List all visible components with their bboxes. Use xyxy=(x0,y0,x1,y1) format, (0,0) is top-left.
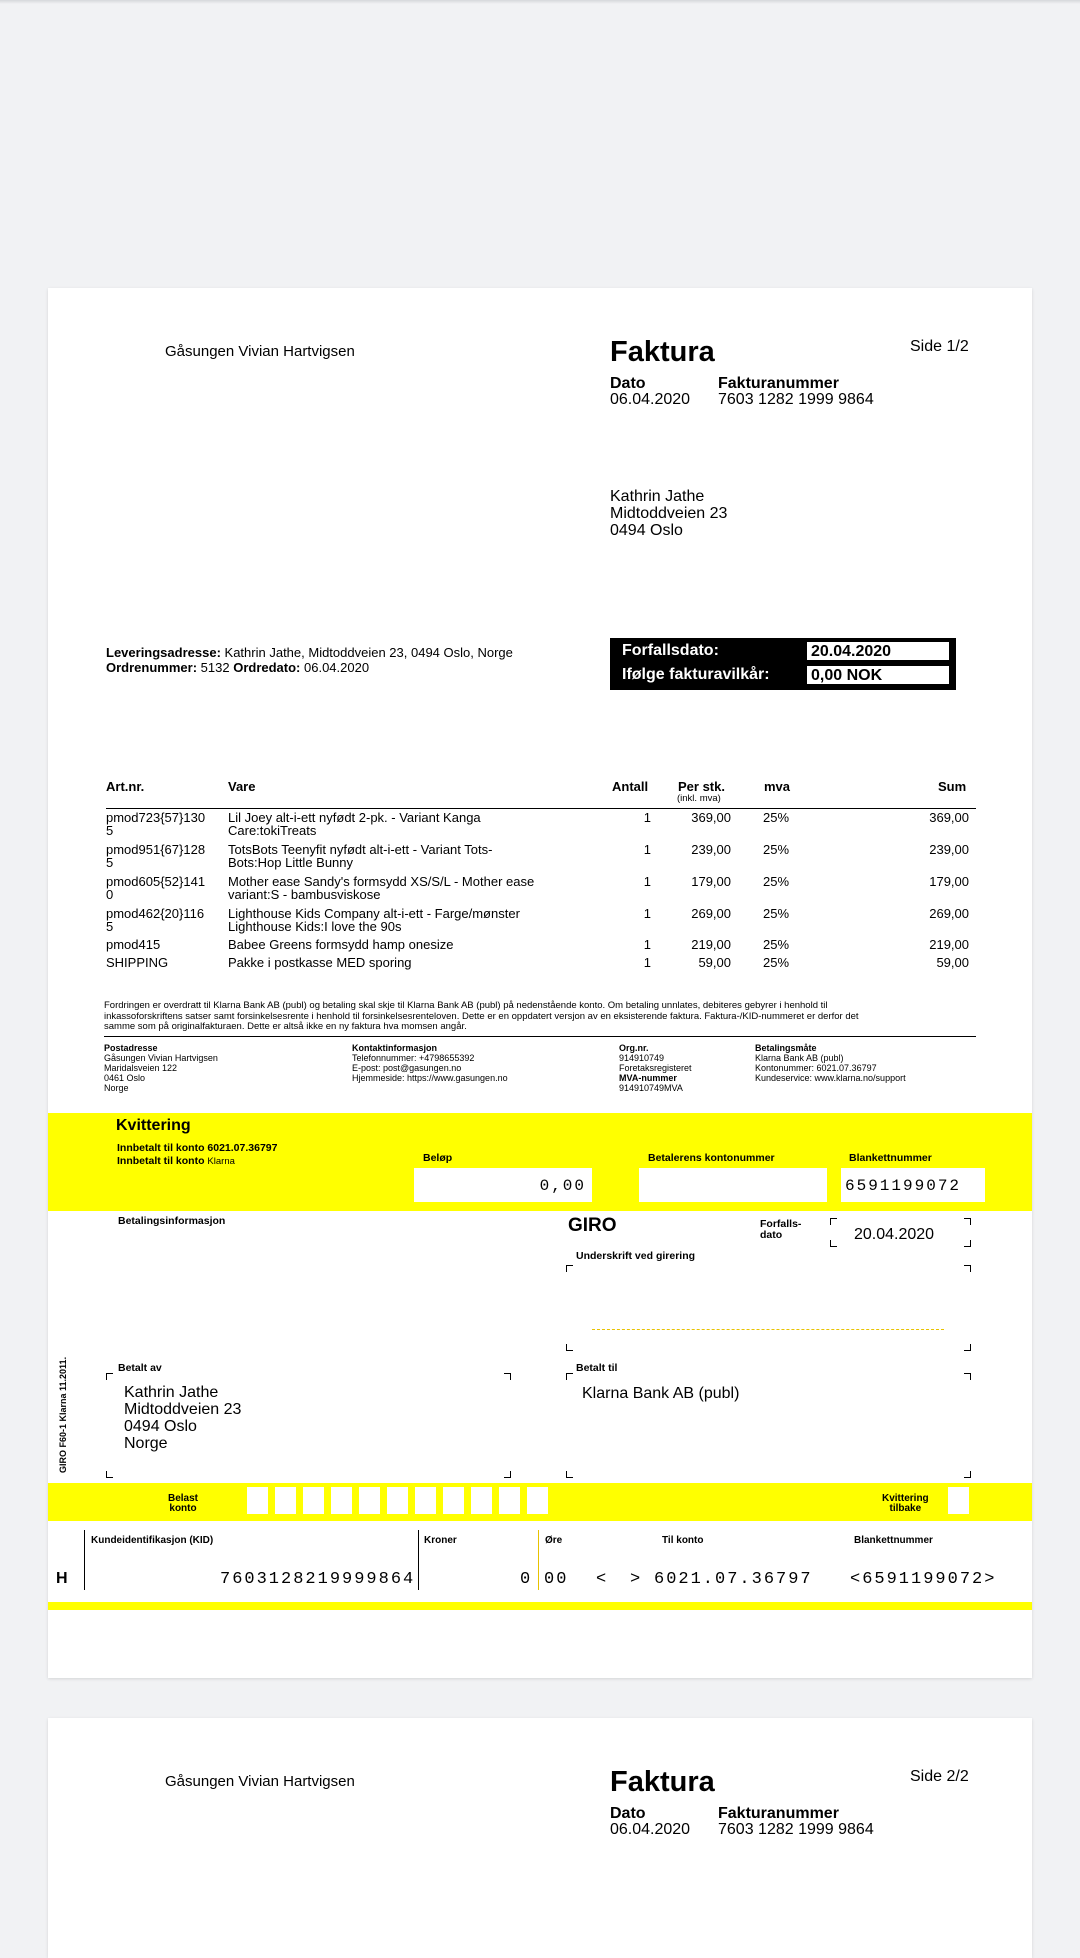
row-unit-price: 239,00 xyxy=(691,842,731,857)
payee-name: Klarna Bank AB (publ) xyxy=(582,1385,740,1402)
kid-label: Kundeidentifikasjon (KID) xyxy=(91,1535,214,1546)
table-header-rule xyxy=(106,808,976,809)
row-vat: 25% xyxy=(763,937,790,952)
art-line: pmod723{57}130 xyxy=(106,810,206,825)
footer-line: Maridalsveien 122 xyxy=(104,1063,178,1073)
invoice-number-label: Fakturanummer xyxy=(718,375,839,392)
product-line: TotsBots Teenyfit nyfødt alt-i-ett - Variant Tots- xyxy=(228,842,493,857)
paid-to-account: Innbetalt til konto 6021.07.36797 xyxy=(117,1142,278,1154)
row-product xyxy=(228,843,492,869)
art-line: SHIPPING xyxy=(106,955,169,970)
footer-line: Kontonummer: 6021.07.36797 xyxy=(755,1063,877,1073)
row-quantity: 1 xyxy=(643,937,651,952)
corner-mark xyxy=(106,1471,113,1478)
separator xyxy=(84,1530,85,1590)
row-sum: 59,00 xyxy=(936,955,969,970)
signature-line[interactable] xyxy=(592,1329,944,1330)
row-unit-price: 269,00 xyxy=(691,906,731,921)
invoice-page-1 xyxy=(48,288,1032,1678)
col-per: Per stk. xyxy=(678,779,725,794)
charge-line: konto xyxy=(169,1503,197,1514)
delivery-value: Kathrin Jathe, Midtoddveien 23, 0494 Oslo, Norge xyxy=(224,645,513,660)
art-line: pmod415 xyxy=(106,937,161,952)
row-unit-price: 179,00 xyxy=(691,874,731,889)
payer-account-field[interactable] xyxy=(639,1168,827,1202)
product-line: Care:tokiTreats xyxy=(228,823,317,838)
corner-mark xyxy=(106,1373,113,1380)
amount-field[interactable] xyxy=(414,1168,592,1202)
row-product xyxy=(228,956,412,969)
receipt-return-label xyxy=(882,1494,929,1514)
receipt-title: Kvittering xyxy=(116,1117,191,1134)
kroner-value: 0 xyxy=(520,1570,533,1589)
art-line: 5 xyxy=(106,855,114,870)
order-value: 5132 xyxy=(200,660,230,675)
paid-to-label: Betalt til xyxy=(576,1362,618,1374)
col-sum: Sum xyxy=(938,779,967,794)
footer-title: Postadresse xyxy=(104,1043,158,1053)
terms-label: Ifølge fakturavilkår: xyxy=(622,666,770,683)
corner-mark xyxy=(830,1218,837,1225)
row-vat: 25% xyxy=(763,810,790,825)
footer-title: Betalingsmåte xyxy=(755,1043,817,1053)
order-date-label: Ordredato: xyxy=(233,660,301,675)
return-line: tilbake xyxy=(889,1503,922,1514)
due-date-giro-label xyxy=(760,1219,801,1241)
payer-address xyxy=(124,1384,241,1452)
footer-line: Telefonnummer: +4798655392 xyxy=(352,1053,475,1063)
art-line: 0 xyxy=(106,887,114,902)
footer-line: Kundeservice: www.klarna.no/support xyxy=(755,1073,906,1083)
footer-title: Kontaktinformasjon xyxy=(352,1043,438,1053)
account-digit-box[interactable] xyxy=(471,1487,492,1514)
due-date-label: Forfallsdato: xyxy=(622,642,719,659)
product-line: Babee Greens formsydd hamp onesize xyxy=(228,937,454,952)
charge-account-label xyxy=(168,1494,198,1514)
due-date-giro-value: 20.04.2020 xyxy=(854,1226,935,1243)
row-quantity: 1 xyxy=(643,842,651,857)
legal-text xyxy=(104,1001,859,1033)
footer-line: 914910749MVA xyxy=(619,1083,683,1093)
date-label: Dato xyxy=(610,1805,646,1822)
art-line: pmod951{67}128 xyxy=(106,842,206,857)
delivery-info xyxy=(106,645,513,675)
payer-line: Kathrin Jathe xyxy=(124,1384,219,1401)
row-unit-price: 219,00 xyxy=(691,937,731,952)
recipient-address xyxy=(610,488,727,539)
terms-value: 0,00 NOK xyxy=(806,665,950,685)
footer-postaddress xyxy=(104,1043,218,1093)
due-label-line: dato xyxy=(760,1229,783,1241)
paid-to-label: Innbetalt til konto xyxy=(117,1155,205,1167)
separator xyxy=(418,1530,419,1590)
invoice-title: Faktura xyxy=(610,336,715,368)
legal-line: inkassoforskriftens satser samt forsinkelsesrente i henhold til forsinkelsesrenteloven. Dette er en oppdatert versjon av en eksisterende faktura. Faktura-/KID-nummeret er derfor det xyxy=(104,1010,859,1022)
giro-receipt-band xyxy=(48,1113,1032,1211)
due-label-line: Forfalls- xyxy=(760,1218,802,1230)
invoice-number-value: 7603 1282 1999 9864 xyxy=(718,391,874,408)
col-vare: Vare xyxy=(228,779,256,794)
order-date-value: 06.04.2020 xyxy=(304,660,370,675)
col-antall: Antall xyxy=(612,779,649,794)
col-per-sub: (inkl. mva) xyxy=(677,793,721,804)
corner-mark xyxy=(830,1240,837,1247)
corner-mark xyxy=(964,1344,971,1351)
kroner-label: Kroner xyxy=(424,1535,457,1546)
invoice-title: Faktura xyxy=(610,1766,715,1798)
row-product xyxy=(228,907,520,933)
row-art-number xyxy=(106,811,205,837)
invoice-page-2 xyxy=(48,1718,1032,1958)
payer-line: 0494 Oslo xyxy=(124,1418,197,1435)
footer-contact xyxy=(352,1043,508,1083)
corner-mark xyxy=(964,1218,971,1225)
paid-by-label: Betalt av xyxy=(118,1362,162,1374)
footer-line: 0461 Oslo xyxy=(104,1073,146,1083)
account-digit-box[interactable] xyxy=(359,1487,380,1514)
gt-marker: > xyxy=(630,1570,643,1589)
corner-mark xyxy=(964,1471,971,1478)
art-line: pmod462{20}116 xyxy=(106,906,205,921)
row-art-number xyxy=(106,907,204,933)
footer-line: Hjemmeside: https://www.gasungen.no xyxy=(352,1073,508,1083)
receipt-return-checkbox[interactable] xyxy=(948,1487,969,1514)
row-vat: 25% xyxy=(763,955,790,970)
corner-mark xyxy=(964,1373,971,1380)
invoice-number-label: Fakturanummer xyxy=(718,1805,839,1822)
lt-marker: < xyxy=(596,1570,609,1589)
date-label: Dato xyxy=(610,375,646,392)
row-sum: 179,00 xyxy=(929,874,969,889)
sender-name: Gåsungen Vivian Hartvigsen xyxy=(165,1773,355,1790)
footer-org xyxy=(619,1043,692,1093)
form-number-value: 6591199072 xyxy=(845,1177,962,1195)
corner-mark xyxy=(566,1471,573,1478)
row-vat: 25% xyxy=(763,874,790,889)
ore-label: Øre xyxy=(545,1535,563,1546)
row-art-number xyxy=(106,843,205,869)
row-vat: 25% xyxy=(763,842,790,857)
row-unit-price: 369,00 xyxy=(691,810,731,825)
charge-account-band xyxy=(48,1483,1032,1521)
corner-mark xyxy=(964,1240,971,1247)
product-line: variant:S - bambusviskose xyxy=(228,887,381,902)
due-box xyxy=(610,638,956,690)
return-line: Kvittering xyxy=(882,1493,929,1504)
row-art-number xyxy=(106,956,168,969)
product-line: Lighthouse Kids:I love the 90s xyxy=(228,919,402,934)
row-sum: 219,00 xyxy=(929,937,969,952)
legal-line: Fordringen er overdratt til Klarna Bank AB (publ) og betaling skal skje til Klarna Bank AB (publ) på nedenstående konto. Om betaling unnlates, debiteres gebyrer i henhold til xyxy=(104,1000,828,1011)
product-line: Mother ease Sandy's formsydd XS/S/L - Mother ease xyxy=(228,874,535,889)
separator xyxy=(538,1530,539,1590)
corner-mark xyxy=(566,1344,573,1351)
account-digit-box[interactable] xyxy=(331,1487,352,1514)
corner-mark xyxy=(504,1373,511,1380)
row-sum: 269,00 xyxy=(929,906,969,921)
row-product xyxy=(228,938,453,951)
page-number: Side 2/2 xyxy=(910,1768,969,1785)
page-number: Side 1/2 xyxy=(910,338,969,355)
art-line: 5 xyxy=(106,919,114,934)
art-line: pmod605{52}141 xyxy=(106,874,206,889)
giro-form-code: GIRO F60-1 Klarna 11.2011. xyxy=(58,1356,68,1473)
footer-line: 914910749 xyxy=(619,1053,665,1063)
corner-mark xyxy=(566,1265,573,1272)
row-product xyxy=(228,875,534,901)
row-vat: 25% xyxy=(763,906,790,921)
account-digit-box[interactable] xyxy=(303,1487,324,1514)
footer-line: Foretaksregisteret xyxy=(619,1063,692,1073)
date-value: 06.04.2020 xyxy=(610,1821,691,1838)
product-line: Pakke i postkasse MED sporing xyxy=(228,955,412,970)
product-line: Lighthouse Kids Company alt-i-ett - Farge/mønster xyxy=(228,906,520,921)
sender-name: Gåsungen Vivian Hartvigsen xyxy=(165,343,355,360)
footer-payment xyxy=(755,1043,906,1083)
account-digit-box[interactable] xyxy=(247,1487,268,1514)
due-date-value: 20.04.2020 xyxy=(806,641,950,661)
amount-value: 0,00 xyxy=(539,1177,586,1195)
signature-label: Underskrift ved girering xyxy=(576,1250,696,1262)
account-digit-box[interactable] xyxy=(527,1487,548,1514)
payer-line: Midtoddveien 23 xyxy=(124,1401,242,1418)
footer-line: Gåsungen Vivian Hartvigsen xyxy=(104,1053,218,1063)
ore-value: 00 xyxy=(544,1570,569,1589)
row-product xyxy=(228,811,481,837)
to-account-value: 6021.07.36797 xyxy=(654,1570,813,1589)
top-shadow xyxy=(0,0,1080,4)
account-digit-box[interactable] xyxy=(443,1487,464,1514)
recipient-line: Kathrin Jathe xyxy=(610,488,705,505)
corner-mark xyxy=(964,1265,971,1272)
bottom-yellow-strip xyxy=(48,1602,1032,1610)
date-value: 06.04.2020 xyxy=(610,391,691,408)
giro-title: GIRO xyxy=(568,1215,617,1236)
account-digit-box[interactable] xyxy=(415,1487,436,1514)
payment-info-label: Betalingsinformasjon xyxy=(118,1215,226,1227)
kid-value: 7603128219999864 xyxy=(220,1570,416,1589)
delivery-label: Leveringsadresse: xyxy=(106,645,221,660)
footer-title: Org.nr. xyxy=(619,1043,649,1053)
paid-to-account-2 xyxy=(117,1155,235,1167)
row-quantity: 1 xyxy=(643,810,651,825)
form-number-field xyxy=(841,1168,985,1202)
order-label: Ordrenummer: xyxy=(106,660,198,675)
h-marker: H xyxy=(56,1570,68,1587)
product-line: Lil Joey alt-i-ett nyfødt 2-pk. - Variant Kanga xyxy=(228,810,481,825)
account-digit-box[interactable] xyxy=(499,1487,520,1514)
row-sum: 239,00 xyxy=(929,842,969,857)
form-number-value-2: <6591199072> xyxy=(850,1570,997,1589)
col-art: Art.nr. xyxy=(106,779,145,794)
row-quantity: 1 xyxy=(643,955,651,970)
account-digit-box[interactable] xyxy=(387,1487,408,1514)
corner-mark xyxy=(566,1373,573,1380)
footer-rule xyxy=(104,1036,976,1037)
account-digit-box[interactable] xyxy=(275,1487,296,1514)
art-line: 5 xyxy=(106,823,114,838)
footer-line: Klarna Bank AB (publ) xyxy=(755,1053,844,1063)
legal-line: samme som på originalfakturaen. Dette er altså ikke en ny faktura hva momsen angår. xyxy=(104,1021,467,1032)
row-art-number xyxy=(106,875,205,901)
row-quantity: 1 xyxy=(643,874,651,889)
row-unit-price: 59,00 xyxy=(698,955,731,970)
corner-mark xyxy=(504,1471,511,1478)
footer-line: Norge xyxy=(104,1083,129,1093)
to-account-label: Til konto xyxy=(662,1535,704,1546)
invoice-number-value: 7603 1282 1999 9864 xyxy=(718,1821,874,1838)
row-art-number xyxy=(106,938,160,951)
footer-line: E-post: post@gasungen.no xyxy=(352,1063,462,1073)
payer-line: Norge xyxy=(124,1435,168,1452)
recipient-line: Midtoddveien 23 xyxy=(610,505,728,522)
row-quantity: 1 xyxy=(643,906,651,921)
recipient-line: 0494 Oslo xyxy=(610,522,683,539)
footer-title: MVA-nummer xyxy=(619,1073,677,1083)
product-line: Bots:Hop Little Bunny xyxy=(228,855,354,870)
form-number-label-2: Blankettnummer xyxy=(854,1535,933,1546)
form-number-label: Blankettnummer xyxy=(849,1152,932,1164)
charge-line: Belast xyxy=(168,1493,199,1504)
payer-account-label: Betalerens kontonummer xyxy=(648,1152,775,1164)
col-mva: mva xyxy=(764,779,791,794)
amount-label: Beløp xyxy=(423,1152,453,1164)
paid-to-name: Klarna xyxy=(207,1156,235,1167)
row-sum: 369,00 xyxy=(929,810,969,825)
